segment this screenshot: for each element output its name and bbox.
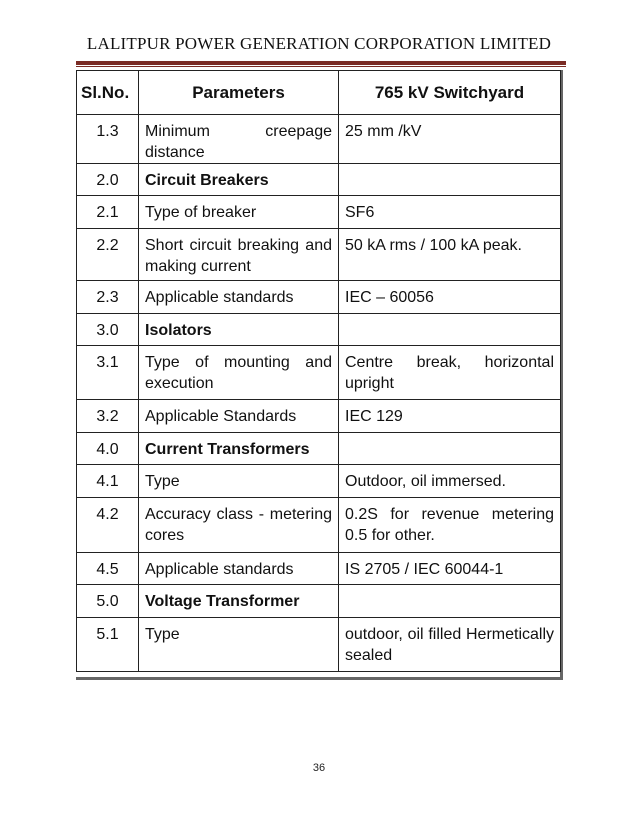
row-sl-no: 5.0 bbox=[77, 585, 139, 618]
row-value: Centre break, horizontal upright bbox=[339, 346, 561, 400]
row-parameter: Accuracy class - metering cores bbox=[139, 498, 339, 553]
table-row bbox=[77, 164, 561, 196]
specification-table-container bbox=[76, 70, 563, 680]
row-parameter: Type of mounting and execution bbox=[139, 346, 339, 400]
row-parameter: Minimum creepage distance bbox=[139, 115, 339, 164]
row-sl-no: 4.2 bbox=[77, 498, 139, 553]
row-sl-no: 2.0 bbox=[77, 164, 139, 196]
row-parameter: Type bbox=[139, 465, 339, 498]
table-row bbox=[77, 553, 561, 585]
row-value: 50 kA rms / 100 kA peak. bbox=[339, 229, 561, 281]
column-header-switchyard: 765 kV Switchyard bbox=[339, 71, 561, 115]
header-rule-thin bbox=[76, 66, 566, 67]
row-sl-no: 4.1 bbox=[77, 465, 139, 498]
row-value bbox=[339, 433, 561, 465]
table-row bbox=[77, 433, 561, 465]
specification-table bbox=[76, 70, 561, 672]
row-sl-no: 3.2 bbox=[77, 400, 139, 433]
section-heading: Isolators bbox=[139, 314, 339, 346]
row-value bbox=[339, 585, 561, 618]
header-rule bbox=[76, 61, 566, 65]
table-row bbox=[77, 346, 561, 400]
table-body bbox=[77, 115, 561, 672]
table-row bbox=[77, 281, 561, 314]
table-row bbox=[77, 618, 561, 672]
row-sl-no: 4.5 bbox=[77, 553, 139, 585]
row-value: 0.2S for revenue metering 0.5 for other. bbox=[339, 498, 561, 553]
page-header-title: LALITPUR POWER GENERATION CORPORATION LIMITED bbox=[86, 34, 552, 53]
row-value: IEC 129 bbox=[339, 400, 561, 433]
column-header-parameters: Parameters bbox=[139, 71, 339, 115]
row-value: IS 2705 / IEC 60044-1 bbox=[339, 553, 561, 585]
page-number: 36 bbox=[312, 762, 326, 774]
row-sl-no: 4.0 bbox=[77, 433, 139, 465]
table-row bbox=[77, 585, 561, 618]
table-header-row bbox=[77, 71, 561, 115]
table-row bbox=[77, 400, 561, 433]
row-sl-no: 2.2 bbox=[77, 229, 139, 281]
row-sl-no: 2.3 bbox=[77, 281, 139, 314]
row-value: 25 mm /kV bbox=[339, 115, 561, 164]
row-parameter: Applicable standards bbox=[139, 281, 339, 314]
row-sl-no: 3.1 bbox=[77, 346, 139, 400]
row-value bbox=[339, 164, 561, 196]
row-value: Outdoor, oil immersed. bbox=[339, 465, 561, 498]
table-row bbox=[77, 115, 561, 164]
row-parameter: Short circuit breaking and making current bbox=[139, 229, 339, 281]
table-row bbox=[77, 498, 561, 553]
section-heading: Circuit Breakers bbox=[139, 164, 339, 196]
row-value: IEC – 60056 bbox=[339, 281, 561, 314]
row-sl-no: 5.1 bbox=[77, 618, 139, 672]
table-row bbox=[77, 229, 561, 281]
row-parameter: Type of breaker bbox=[139, 196, 339, 229]
section-heading: Voltage Transformer bbox=[139, 585, 339, 618]
table-row bbox=[77, 465, 561, 498]
column-header-sl-no: Sl.No. bbox=[77, 71, 139, 115]
row-sl-no: 2.1 bbox=[77, 196, 139, 229]
row-sl-no: 3.0 bbox=[77, 314, 139, 346]
row-parameter: Type bbox=[139, 618, 339, 672]
row-value: SF6 bbox=[339, 196, 561, 229]
row-value: outdoor, oil filled Hermetically sealed bbox=[339, 618, 561, 672]
row-parameter: Applicable standards bbox=[139, 553, 339, 585]
section-heading: Current Transformers bbox=[139, 433, 339, 465]
row-value bbox=[339, 314, 561, 346]
table-row bbox=[77, 314, 561, 346]
row-sl-no: 1.3 bbox=[77, 115, 139, 164]
row-parameter: Applicable Standards bbox=[139, 400, 339, 433]
table-row bbox=[77, 196, 561, 229]
